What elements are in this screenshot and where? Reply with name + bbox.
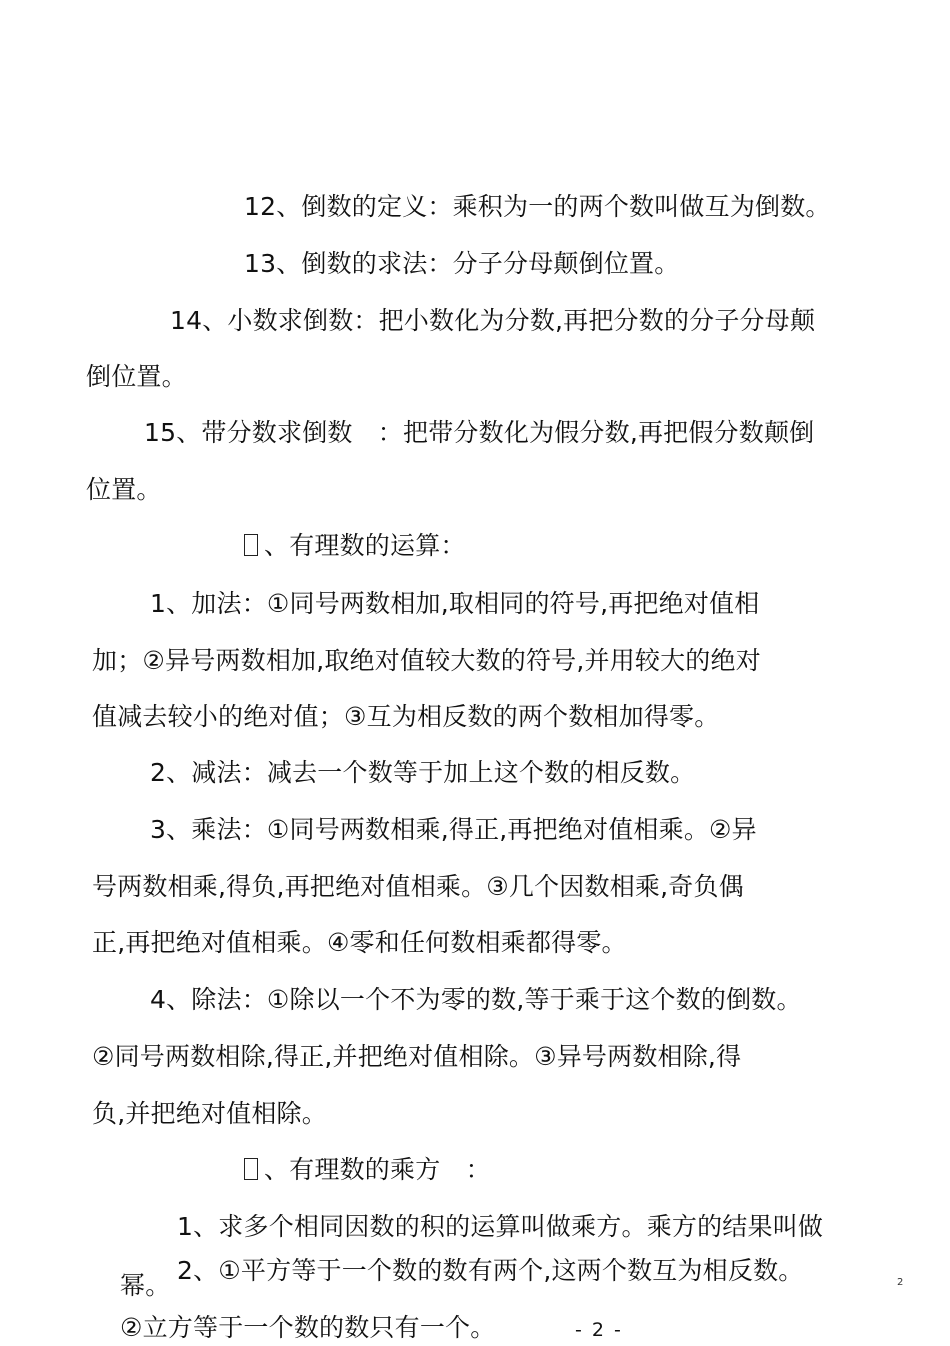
missing-glyph-box-icon [244, 534, 258, 556]
section-heading-operations [244, 528, 466, 564]
powers-line-3: ②立方等于一个数的数只有一个。 [120, 1313, 496, 1342]
subtraction-line: 2、减法：减去一个数等于加上这个数的相反数。 [150, 758, 696, 787]
line-15-cont: 位置。 [86, 475, 162, 504]
multiplication-line-2: 号两数相乘,得负,再把绝对值相乘。③几个因数相乘,奇负偶 [92, 872, 744, 901]
powers-line-1-cont: 幂。 [120, 1271, 171, 1300]
page-footer-number: - 2 - [575, 1319, 623, 1341]
multiplication-line-1: 3、乘法：①同号两数相乘,得正,再把绝对值相乘。②异 [150, 815, 757, 844]
division-line-3: 负,并把绝对值相除。 [92, 1099, 327, 1128]
addition-line-2: 加；②异号两数相加,取绝对值较大数的符号,并用较大的绝对 [92, 646, 761, 675]
powers-line-2: 2、①平方等于一个数的数有两个,这两个数互为相反数。 [177, 1256, 804, 1285]
margin-page-number: 2 [897, 1277, 904, 1288]
powers-line-1: 1、求多个相同因数的积的运算叫做乘方。乘方的结果叫做 [177, 1212, 824, 1241]
division-line-1: 4、除法：①除以一个不为零的数,等于乘于这个数的倒数。 [150, 985, 802, 1014]
addition-line-1: 1、加法：①同号两数相加,取相同的符号,再把绝对值相 [150, 589, 760, 618]
section-heading-powers-text: 、有理数的乘方 ： [264, 1155, 491, 1184]
division-line-2: ②同号两数相除,得正,并把绝对值相除。③异号两数相除,得 [92, 1042, 742, 1071]
line-13: 13、倒数的求法：分子分母颠倒位置。 [244, 249, 680, 278]
section-heading-operations-text: 、有理数的运算： [264, 531, 466, 560]
line-15: 15、带分数求倒数 ：把带分数化为假分数,再把假分数颠倒 [144, 418, 815, 447]
section-heading-powers [244, 1152, 491, 1188]
multiplication-line-3: 正,再把绝对值相乘。④零和任何数相乘都得零。 [92, 928, 627, 957]
line-14-cont: 倒位置。 [86, 362, 187, 391]
line-14: 14、小数求倒数：把小数化为分数,再把分数的分子分母颠 [170, 306, 816, 335]
addition-line-3: 值减去较小的绝对值；③互为相反数的两个数相加得零。 [92, 702, 720, 731]
line-12: 12、倒数的定义：乘积为一的两个数叫做互为倒数。 [244, 192, 831, 221]
missing-glyph-box-icon [244, 1158, 258, 1180]
